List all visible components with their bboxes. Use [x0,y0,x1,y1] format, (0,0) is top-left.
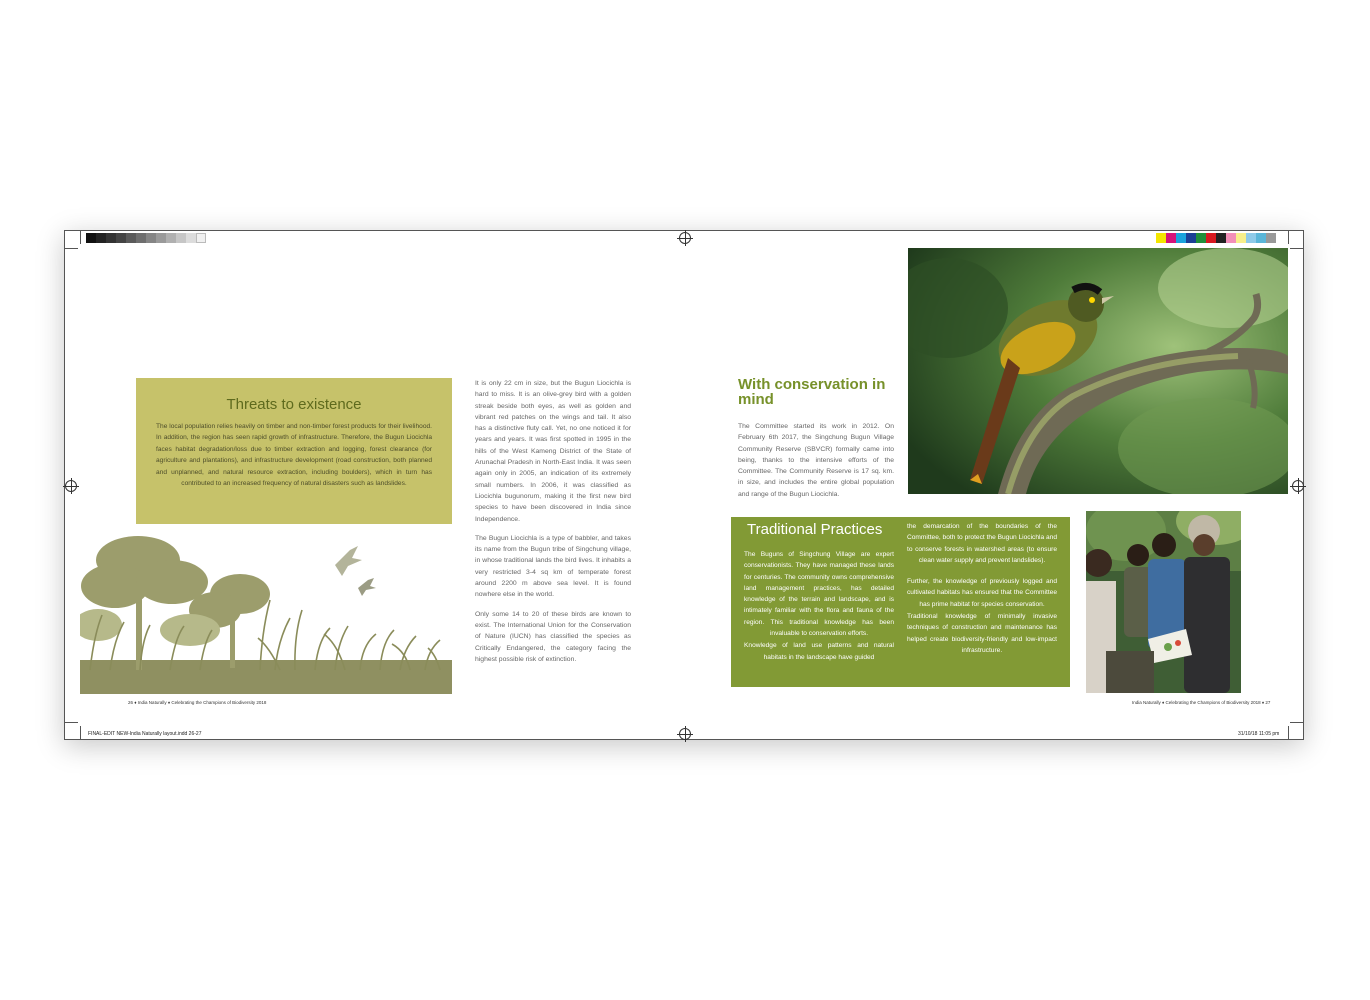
villagers-photo [1086,511,1241,693]
crop-mark [80,230,81,244]
crop-mark [1288,230,1289,244]
paragraph: Only some 14 to 20 of these birds are known to exist. The International Union for the Conservation of Nature (IUCN) has classified the species as Critically Endangered, the category facing the highest possible risk of extinction. [475,610,631,663]
page-footer-right: India Naturally ♦ Celebrating the Champions of Biodiversity 2018 ♦ 27 [1132,700,1271,705]
registration-mark [65,480,77,492]
threats-title: Threats to existence [226,396,362,413]
crop-mark [80,726,81,739]
landscape-silhouette-illustration [80,530,452,694]
crop-mark [1288,726,1289,739]
bird-on-branch-image [908,248,1288,494]
threats-box [136,378,452,524]
paragraph: It is only 22 cm in size, but the Bugun Liocichla is hard to miss. It is an olive-grey bird with a golden streak beside both eyes, as well as golden and vibrant red patches on the wings and tail. It also has a distinctive fluty call. Yet, no one noticed it for years and years. It was first spotted in 1995 in the hills of the West Kameng District of the State of Arunachal Pradesh in North-East India. It was seen again only in 2005, an indication of its extremely small numbers. In 2006, it was classified as Liocichla bugunorum, making it the first new bird species to have been discovered in India since Independence. [475,380,631,523]
registration-mark [679,728,691,740]
crop-mark [64,248,78,249]
paragraph: The Buguns of Singchung Village are expert conservationists. They have managed these lands for centuries. The community owns comprehensive land management practices, has detailed knowledge of the terrain and landscape, and is intimately familiar with the flora and fauna of the region. This traditional knowledge has been invaluable to conservation efforts. [744,551,894,638]
bugun-liocichla-photo [908,248,1288,494]
paragraph: Knowledge of land use patterns and natural habitats in the landscape have guided [744,642,894,661]
paragraph: Further, the knowledge of previously logged and cultivated habitats has ensured that the Committee has prime habitat for species conservation. [907,578,1057,608]
date-slug: 31/10/18 11:05 pm [1238,731,1280,737]
left-text-column [475,378,631,673]
registration-mark [1292,480,1304,492]
paragraph: Traditional knowledge of minimally invasive techniques of construction and maintenance has helped create biodiversity-friendly and low-impact infrastructure. [907,613,1057,654]
conservation-body: The Committee started its work in 2012. On February 6th 2017, the Singchung Bugun Village Community Reserve (SBVCR) formally came into being, thanks to the intensive efforts of the Committee. The Community Reserve is 17 sq. km. in size, and includes the entire global population and range of the Bugun Liocichla. [738,423,894,498]
traditional-practices-box [731,517,1070,687]
crop-mark [1290,248,1304,249]
community-members-image [1086,511,1241,693]
traditional-practices-title: Traditional Practices [747,521,883,538]
registration-mark [679,232,691,244]
conservation-title: With conservation in mind [738,376,886,408]
crop-mark [64,722,78,723]
traditional-left-column [744,549,894,673]
threats-body: The local population relies heavily on timber and non-timber forest products for their livelihood. In addition, the region has seen rapid growth of infrastructure. Therefore, the Bugun Liocichla faces habitat degradation/loss due to timber extraction and logging, forest clearance (for agriculture and plantations), and infrastructure development (road construction, both planned and unplanned, and natural resource extraction, including boulders), which in turn has contributed to an increased frequency of natural disasters such as landslides. [156,423,432,488]
page-footer-left: 26 ♦ India Naturally ♦ Celebrating the Champions of Biodiversity 2018 [128,700,267,705]
traditional-right-column [907,521,1057,666]
paragraph: The Bugun Liocichla is a type of babbler, and takes its name from the Bugun tribe of Singchung village, in whose traditional lands the bird lives. It inhabits a very restricted 3-4 sq km of temperate forest around 2200 m above sea level. It is found nowhere else in the world. [475,534,631,599]
crop-mark [1290,722,1304,723]
paragraph: the demarcation of the boundaries of the Committee, both to protect the Bugun Liocichla and to conserve forests in watershed areas (to ensure clean water supply and prevent landslides). [907,523,1057,564]
file-slug: FINAL-EDIT NEW-India Naturally layout.indd 26-27 [88,731,202,737]
